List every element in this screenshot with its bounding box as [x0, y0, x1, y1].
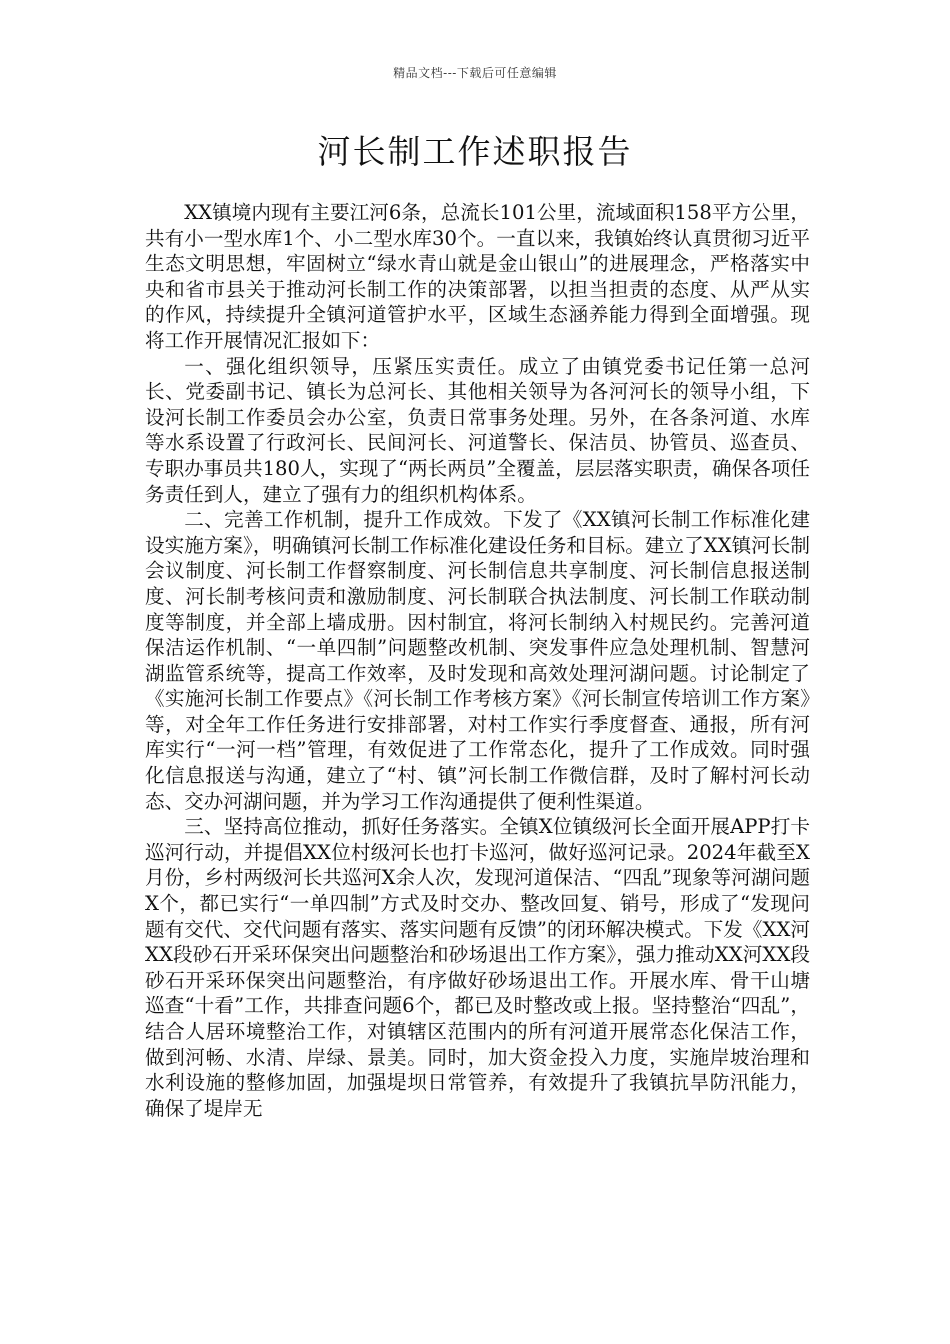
header-note: 精品文档---下载后可任意编辑: [393, 66, 557, 80]
paragraph-section-2: 二、完善工作机制，提升工作成效。下发了《XX镇河长制工作标准化建设实施方案》，明确镇河长制工作标准化建设任务和目标。建立了XX镇河长制会议制度、河长制工作督察制度、河长制信息共享制度、河长制信息报送制度、河长制考核问责和激励制度、河长制联合执法制度、河长制工作联动制度等制度，并全部上墙成册。因村制宜，将河长制纳入村规民约。完善河道保洁运作机制、“一单四制”问题整改机制、突发事件应急处理机制、智慧河湖监管系统等，提高工作效率，及时发现和高效处理河湖问题。讨论制定了《实施河长制工作要点》《河长制工作考核方案》《河长制宣传培训工作方案》等，对全年工作任务进行安排部署，对村工作实行季度督查、通报，所有河库实行“一河一档”管理，有效促进了工作常态化，提升了工作成效。同时强化信息报送与沟通，建立了“村、镇”河长制工作微信群，及时了解村河长动态、交办河湖问题，并为学习工作沟通提供了便利性渠道。: [145, 508, 810, 813]
document-body: [145, 200, 810, 1121]
paragraph-intro: XX镇境内现有主要江河6条，总流长101公里，流域面积158平方公里，共有小一型水库1个、小二型水库30个。一直以来，我镇始终认真贯彻习近平生态文明思想，牢固树立“绿水青山就是金山银山”的进展理念，严格落实中央和省市县关于推动河长制工作的决策部署，以担当担责的态度、从严从实的作风，持续提升全镇河道管护水平，区域生态涵养能力得到全面增强。现将工作开展情况汇报如下：: [145, 201, 810, 352]
paragraph-section-1: 一、强化组织领导，压紧压实责任。成立了由镇党委书记任第一总河长、党委副书记、镇长为总河长、其他相关领导为各河河长的领导小组，下设河长制工作委员会办公室，负责日常事务处理。另外，在各条河道、水库等水系设置了行政河长、民间河长、河道警长、保洁员、协管员、巡查员、专职办事员共180人，实现了“两长两员”全覆盖，层层落实职责，确保各项任务责任到人，建立了强有力的组织机构体系。: [145, 354, 810, 506]
document-title: 河长制工作述职报告: [317, 132, 633, 171]
paragraph-section-3: 三、坚持高位推动，抓好任务落实。全镇X位镇级河长全面开展APP打卡巡河行动，并提倡XX位村级河长也打卡巡河，做好巡河记录。2024年截至X月份，乡村两级河长共巡河X余人次，发现河道保洁、“四乱”现象等河湖问题X个，都已实行“一单四制”方式及时交办、整改回复、销号，形成了“发现问题有交代、交代问题有落实、落实问题有反馈”的闭环解决模式。下发《XX河XX段砂石开采环保突出问题整治和砂场退出工作方案》，强力推动XX河XX段砂石开采环保突出问题整治，有序做好砂场退出工作。开展水库、骨干山塘巡查“十看”工作，共排查问题6个，都已及时整改或上报。坚持整治“四乱”，结合人居环境整治工作，对镇辖区范围内的所有河道开展常态化保洁工作，做到河畅、水清、岸绿、景美。同时，加大资金投入力度，实施岸坡治理和水利设施的整修加固，加强堤坝日常管养，有效提升了我镇抗旱防汛能力，确保了堤岸无: [145, 815, 810, 1120]
